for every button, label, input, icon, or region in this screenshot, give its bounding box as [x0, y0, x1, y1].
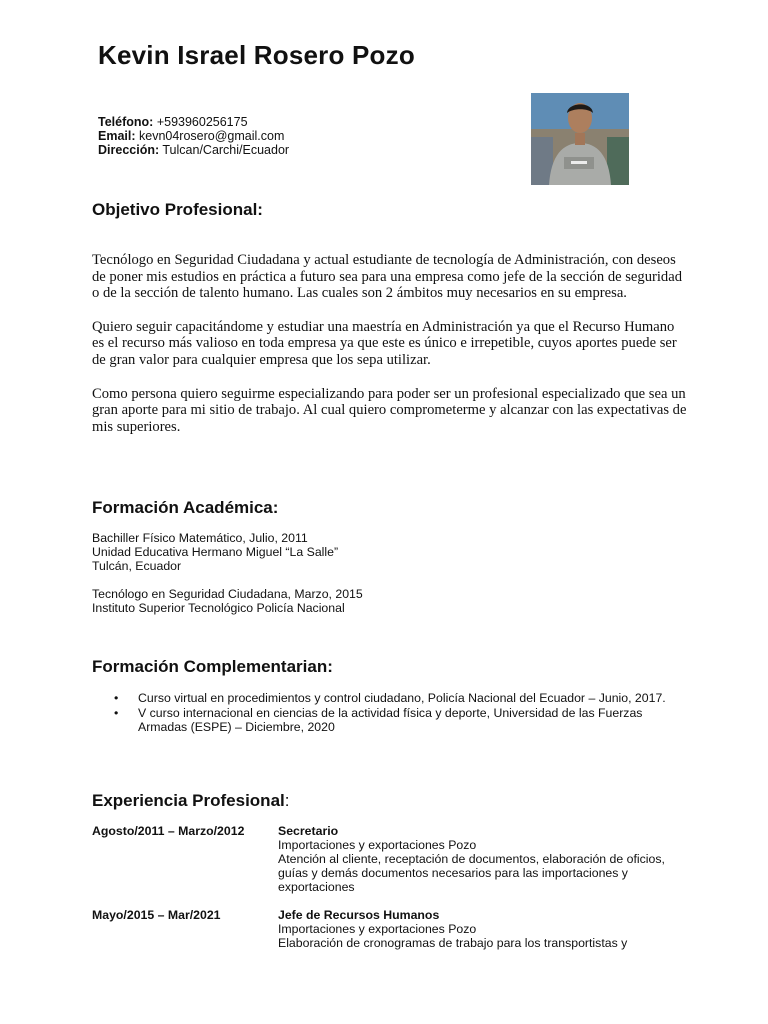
email-value: kevn04rosero@gmail.com	[139, 129, 285, 143]
experience-company: Importaciones y exportaciones Pozo	[278, 922, 477, 936]
experience-dates: Agosto/2011 – Marzo/2012	[92, 824, 245, 838]
education-list	[92, 531, 363, 629]
experience-description: Atención al cliente, receptación de documentos, elaboración de oficios, guías y demás documentos necesarios para las importaciones y exportaciones	[278, 852, 665, 894]
email-line	[98, 129, 289, 143]
complementary-list	[92, 691, 682, 735]
objective-heading: Objetivo Profesional:	[92, 200, 263, 219]
education-line: Bachiller Físico Matemático, Julio, 2011	[92, 531, 308, 545]
bullet-icon: •	[114, 706, 119, 720]
education-line: Unidad Educativa Hermano Miguel “La Salle”	[92, 545, 339, 559]
email-label: Email:	[98, 129, 136, 143]
experience-description: Elaboración de cronogramas de trabajo para los transportistas y	[278, 936, 628, 950]
experience-heading-colon: :	[284, 791, 290, 810]
objective-paragraph: Como persona quiero seguirme especializando para poder ser un profesional especializado que sea un gran aporte para mi sitio de trabajo. Al cual quiero comprometerme y alcanzar con las expectativas de mis superiores.	[92, 385, 687, 435]
address-label: Dirección:	[98, 143, 160, 157]
objective-paragraph: Quiero seguir capacitándome y estudiar una maestría en Administración ya que el Recurso Humano es el recurso más valioso en toda empresa ya que este es único e irrepetible, cuyos aportes puede ser de gran valor para cualquier empresa que los sepa utilizar.	[92, 318, 677, 368]
experience-role: Secretario	[278, 824, 339, 838]
education-line: Tecnólogo en Seguridad Ciudadana, Marzo, 2015	[92, 587, 363, 601]
objective-paragraph: Tecnólogo en Seguridad Ciudadana y actual estudiante de tecnología de Administración, con deseos de poner mis estudios en práctica a futuro sea para una empresa como jefe de la sección de seguridad o de la sección de talento humano. Las cuales son 2 ámbitos muy necesarios en su empresa.	[92, 252, 682, 302]
education-entry	[92, 531, 363, 573]
complementary-heading: Formación Complementarian:	[92, 657, 333, 676]
experience-role: Jefe de Recursos Humanos	[278, 908, 440, 922]
address-value: Tulcan/Carchi/Ecuador	[162, 143, 290, 157]
education-heading: Formación Académica:	[92, 498, 279, 517]
bullet-icon: •	[114, 691, 119, 705]
education-entry	[92, 587, 363, 615]
education-line: Tulcán, Ecuador	[92, 559, 182, 573]
contact-info	[98, 115, 289, 157]
experience-company: Importaciones y exportaciones Pozo	[278, 838, 477, 852]
phone-value: +593960256175	[156, 115, 248, 129]
experience-details	[278, 908, 688, 950]
experience-heading-text: Experiencia Profesional	[92, 791, 285, 810]
list-item	[92, 691, 682, 705]
phone-label: Teléfono:	[98, 115, 154, 129]
profile-photo-image	[531, 93, 629, 185]
list-item	[92, 706, 682, 734]
education-line: Instituto Superior Tecnológico Policía Nacional	[92, 601, 345, 615]
experience-entry	[92, 824, 692, 896]
experience-dates: Mayo/2015 – Mar/2021	[92, 908, 221, 922]
address-line	[98, 143, 289, 157]
phone-line	[98, 115, 289, 129]
candidate-name: Kevin Israel Rosero Pozo	[98, 40, 415, 70]
objective-text	[92, 252, 687, 452]
list-item-text: V curso internacional en ciencias de la actividad física y deporte, Universidad de las Fuerzas Armadas (ESPE) – Diciembre, 2020	[138, 706, 643, 734]
experience-details	[278, 824, 688, 894]
profile-photo	[531, 93, 629, 185]
experience-heading	[92, 791, 289, 811]
list-item-text: Curso virtual en procedimientos y control ciudadano, Policía Nacional del Ecuador – Junio, 2017.	[138, 691, 666, 705]
experience-entry	[92, 908, 692, 952]
